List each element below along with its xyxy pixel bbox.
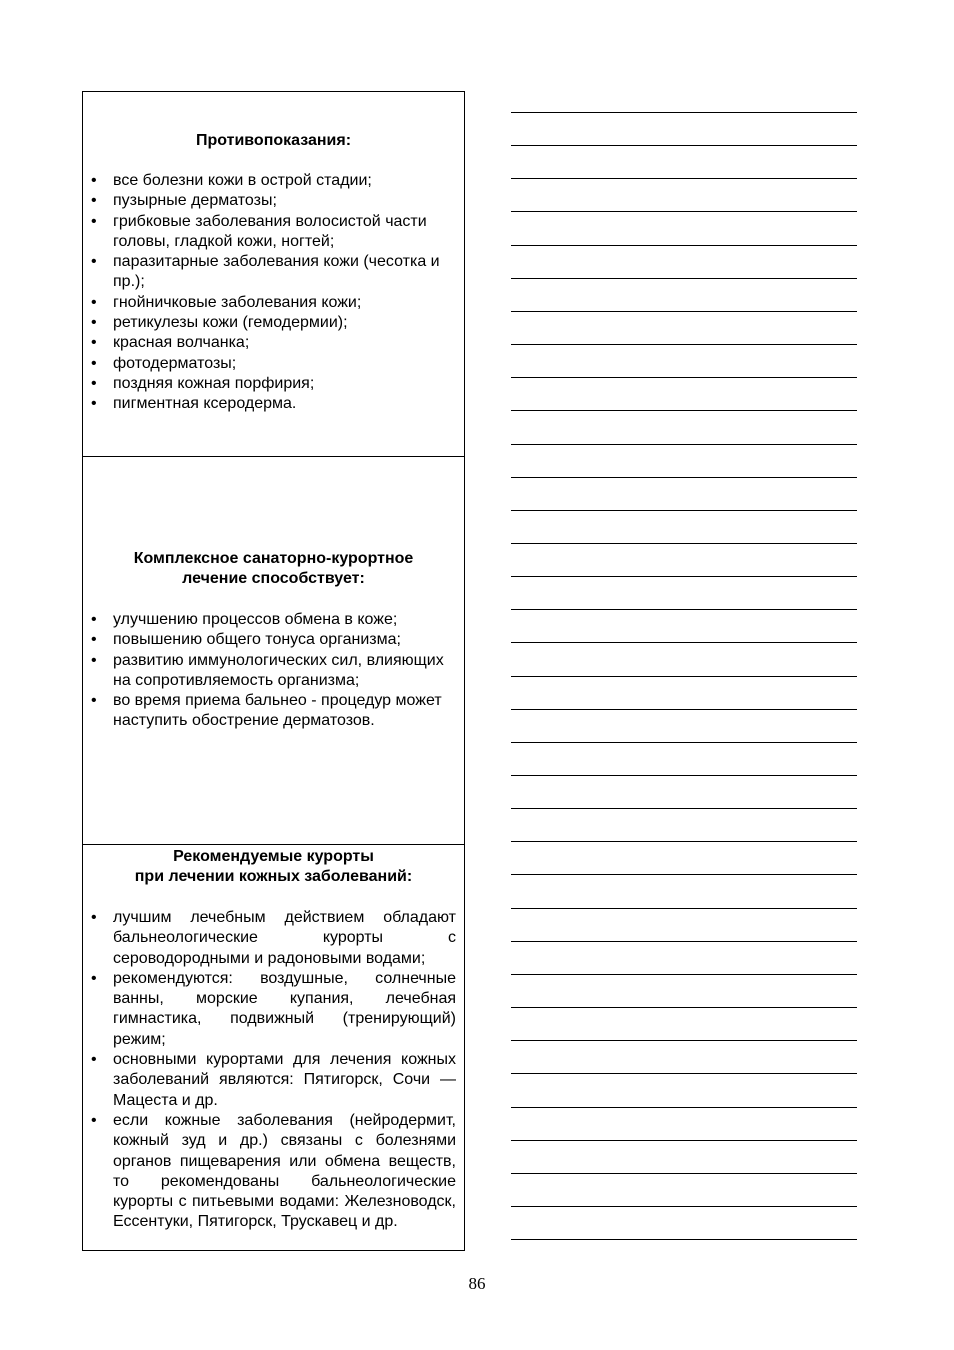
- list-item: • грибковые заболевания волосистой части головы, гладкой кожи, ногтей;: [113, 212, 456, 253]
- contraindications-heading: Противопоказания:: [195, 132, 352, 149]
- heading-line: Рекомендуемые курорты: [173, 848, 374, 865]
- list-item: • поздняя кожная порфирия;: [113, 374, 456, 394]
- list-item: • гнойничковые заболевания кожи;: [113, 293, 456, 313]
- ruled-line: [511, 642, 857, 643]
- treatment-benefits-heading: [83, 549, 464, 589]
- heading-line: лечение способствует:: [182, 570, 365, 587]
- ruled-line: [511, 609, 857, 610]
- ruled-line: [511, 344, 857, 345]
- ruled-line: [511, 543, 857, 544]
- heading-line: Комплексное санаторно-курортное: [133, 550, 414, 567]
- ruled-line: [511, 444, 857, 445]
- contraindications-box: [82, 91, 465, 457]
- ruled-line: [511, 145, 857, 146]
- ruled-line: [511, 808, 857, 809]
- ruled-line: [511, 576, 857, 577]
- page-number: 86: [468, 1274, 486, 1293]
- ruled-line: [511, 908, 857, 909]
- ruled-line: [511, 1206, 857, 1207]
- list-item: • фотодерматозы;: [113, 354, 456, 374]
- list-item: • рекомендуются: воздушные, солнечные ванны, морские купания, лечебная гимнастика, подвижный (тренирующий) режим;: [113, 969, 456, 1050]
- ruled-line: [511, 1239, 857, 1240]
- list-item: • все болезни кожи в острой стадии;: [113, 171, 456, 191]
- ruled-line: [511, 410, 857, 411]
- list-item: • красная волчанка;: [113, 333, 456, 353]
- contraindications-list: [83, 171, 464, 415]
- list-item: • пузырные дерматозы;: [113, 191, 456, 211]
- list-item: • пигментная ксеродерма.: [113, 394, 456, 414]
- ruled-line: [511, 377, 857, 378]
- recommended-resorts-list: [83, 908, 464, 1233]
- ruled-line: [511, 775, 857, 776]
- ruled-line: [511, 1140, 857, 1141]
- ruled-line: [511, 211, 857, 212]
- ruled-line: [511, 178, 857, 179]
- ruled-line: [511, 278, 857, 279]
- ruled-line: [511, 874, 857, 875]
- ruled-line: [511, 1173, 857, 1174]
- ruled-line: [511, 1007, 857, 1008]
- ruled-line: [511, 1073, 857, 1074]
- recommended-resorts-box: [82, 844, 465, 1251]
- list-item: • ретикулезы кожи (гемодермии);: [113, 313, 456, 333]
- ruled-line: [511, 742, 857, 743]
- ruled-line: [511, 676, 857, 677]
- ruled-line: [511, 311, 857, 312]
- list-item: • если кожные заболевания (нейродермит, кожный зуд и др.) связаны с болезнями органов пищеварения или обмена веществ, то рекомендованы бальнеологические курорты с питьевыми водами: Железноводск, Ессентуки, Пятигорск, Трускавец и др.: [113, 1111, 456, 1233]
- heading-line: при лечении кожных заболеваний:: [134, 868, 413, 885]
- treatment-benefits-list: [83, 610, 464, 732]
- ruled-line: [511, 510, 857, 511]
- list-item: • во время приема бальнео - процедур может наступить обострение дерматозов.: [113, 691, 456, 732]
- treatment-benefits-box: [82, 456, 465, 845]
- ruled-line: [511, 941, 857, 942]
- list-item: • лучшим лечебным действием обладают бальнеологические курорты с сероводородными и радоновыми водами;: [113, 908, 456, 969]
- list-item: • повышению общего тонуса организма;: [113, 630, 456, 650]
- list-item: • паразитарные заболевания кожи (чесотка и пр.);: [113, 252, 456, 293]
- ruled-line: [511, 112, 857, 113]
- recommended-resorts-heading: [83, 847, 464, 887]
- ruled-line: [511, 841, 857, 842]
- ruled-line: [511, 1040, 857, 1041]
- list-item: • улучшению процессов обмена в коже;: [113, 610, 456, 630]
- ruled-line: [511, 477, 857, 478]
- ruled-line: [511, 245, 857, 246]
- list-item: • развитию иммунологических сил, влияющих на сопротивляемость организма;: [113, 651, 456, 692]
- list-item: • основными курортами для лечения кожных заболеваний являются: Пятигорск, Сочи — Мацеста и др.: [113, 1050, 456, 1111]
- ruled-line: [511, 974, 857, 975]
- ruled-line: [511, 1107, 857, 1108]
- ruled-line: [511, 709, 857, 710]
